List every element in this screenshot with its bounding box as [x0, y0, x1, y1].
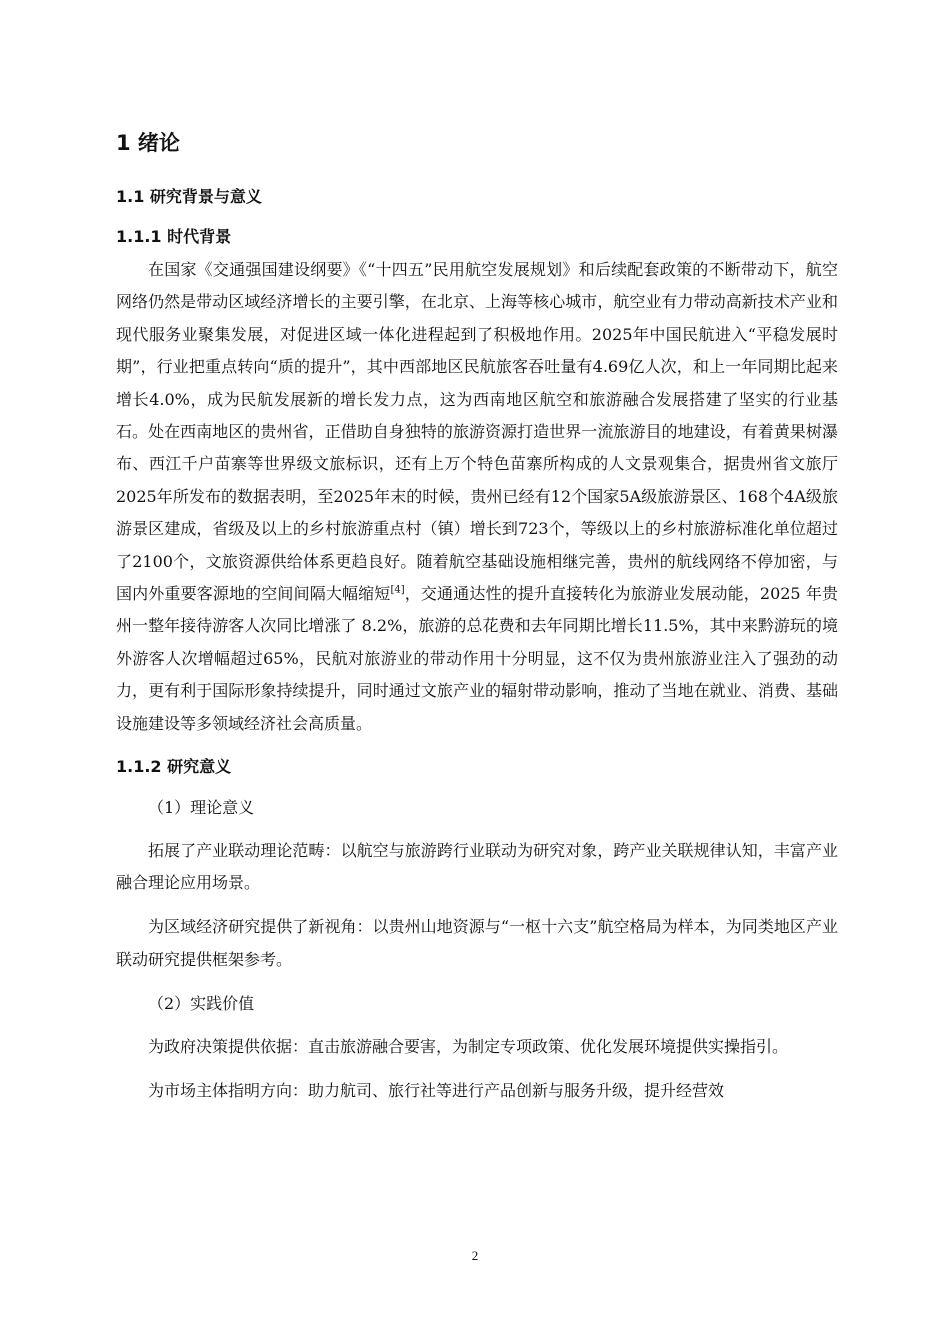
- subsection-heading-background: 1.1.1 时代背景: [116, 227, 232, 246]
- subsection-heading-significance: 1.1.2 研究意义: [116, 757, 232, 777]
- theory-paragraph-1: 拓展了产业联动理论范畴：以航空与旅游跨行业联动为研究对象，跨产业关联规律认知，丰富产业融合理论应用场景。: [116, 840, 838, 892]
- practice-label: （2）实践价值: [148, 994, 255, 1014]
- background-text-part2: ，交通通达性的提升直接转化为旅游业发展动能，2025 年贵州一整年接待游客人次同比增涨了 8.2%，旅游的总花费和去年同期比增长11.5%，其中来黔游玩的境外游客人次增幅超过65%，民航对旅游业的带动作用十分明显，这不仅为贵州旅游业注入了强劲的动力，更有利于国际形象持续提升，同时通过文旅产业的辐射带动影响，推动了当地在就业、消费、基础设施建设等多领域经济社会高质量。: [116, 584, 838, 733]
- theory-paragraph-2: 为区域经济研究提供了新视角：以贵州山地资源与“一枢十六支”航空格局为样本，为同类地区产业联动研究提供框架参考。: [116, 917, 838, 969]
- page-number: 2: [471, 1248, 479, 1263]
- background-paragraph: [116, 254, 838, 740]
- chapter-heading: 1 绪论: [116, 131, 180, 155]
- citation-marker[interactable]: [4]: [390, 584, 405, 596]
- practice-paragraph-2: 为市场主体指明方向：助力航司、旅行社等进行产品创新与服务升级，提升经营效: [148, 1080, 725, 1100]
- theory-label: （1）理论意义: [148, 798, 255, 818]
- background-text-part1: 在国家《交通强国建设纲要》《“十四五”民用航空发展规划》和后续配套政策的不断带动下，航空网络仍然是带动区域经济增长的主要引擎，在北京、上海等核心城市，航空业有力带动高新技术产业和现代服务业聚集发展，对促进区域一体化进程起到了积极地作用。2025年中国民航进入“平稳发展时期”，行业把重点转向“质的提升”，其中西部地区民航旅客吞吐量有4.69亿人次，和上一年同期比起来增长4.0%，成为民航发展新的增长发力点，这为西南地区航空和旅游融合发展搭建了坚实的行业基石。处在西南地区的贵州省，正借助自身独特的旅游资源打造世界一流旅游目的地建设，有着黄果树瀑布、西江千户苗寨等世界级文旅标识，还有上万个特色苗寨所构成的人文景观集合，据贵州省文旅厅2025年所发布的数据表明，至2025年末的时候，贵州已经有12个国家5A级旅游景区、168个4A级旅游景区建成，省级及以上的乡村旅游重点村（镇）增长到723个，等级以上的乡村旅游标准化单位超过了2100个，文旅资源供给体系更趋良好。随着航空基础设施相继完善，贵州的航线网络不停加密，与国内外重要客源地的空间间隔大幅缩短: [116, 260, 838, 604]
- practice-paragraph-1: 为政府决策提供依据：直击旅游融合要害，为制定专项政策、优化发展环境提供实操指引。: [148, 1036, 789, 1056]
- page-content: [116, 128, 838, 1115]
- section-heading: 1.1 研究背景与意义: [116, 187, 262, 206]
